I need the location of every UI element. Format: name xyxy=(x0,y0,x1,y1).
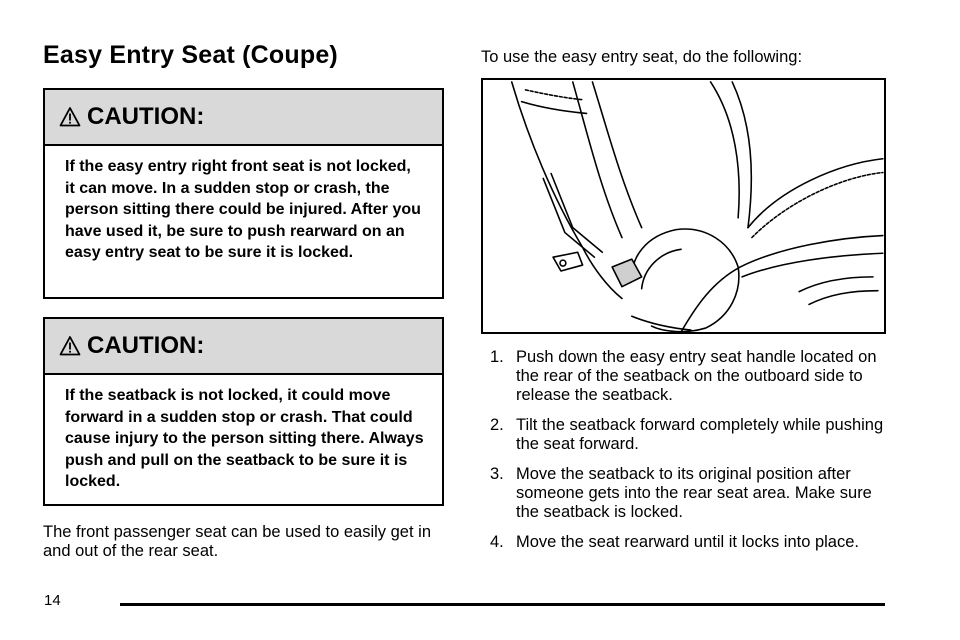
steps-list xyxy=(490,348,890,563)
seat-illustration xyxy=(481,78,886,334)
footer-rule xyxy=(120,603,885,606)
caution-text: If the easy entry right front seat is not locked, it can move. In a sudden stop or crash, the person sitting there could be injured. After you have used it, be sure to push rearward on an easy entry seat to be sure it is locked. xyxy=(65,158,421,262)
warning-triangle-icon xyxy=(59,335,81,357)
caution-label: CAUTION: xyxy=(87,332,205,359)
right-intro: To use the easy entry seat, do the following: xyxy=(481,48,803,66)
page-number: 14 xyxy=(44,592,61,609)
list-item: 1. Push down the easy entry seat handle located on the rear of the seatback on the outboard side to release the seatback. xyxy=(490,348,877,404)
list-item: 2. Tilt the seatback forward completely while pushing the seat forward. xyxy=(490,416,884,453)
warning-triangle-icon xyxy=(59,106,81,128)
seat-drawing xyxy=(483,80,884,332)
caution-box-1 xyxy=(43,88,444,299)
caution-label: CAUTION: xyxy=(87,103,205,130)
caution-header xyxy=(45,90,442,146)
list-item: 4. Move the seat rearward until it locks into place. xyxy=(490,533,859,551)
caution-box-2 xyxy=(43,317,444,506)
page-title: Easy Entry Seat (Coupe) xyxy=(43,41,338,69)
list-item: 3. Move the seatback to its original position after someone gets into the rear seat area. Make sure the seatback is locked. xyxy=(490,465,872,521)
caution-text: If the seatback is not locked, it could move forward in a sudden stop or crash. That could cause injury to the person sitting there. Always push and pull on the seatback to be sure it is locked. xyxy=(65,387,424,491)
caution-header xyxy=(45,319,442,375)
left-paragraph: The front passenger seat can be used to easily get in and out of the rear seat. xyxy=(43,523,431,560)
